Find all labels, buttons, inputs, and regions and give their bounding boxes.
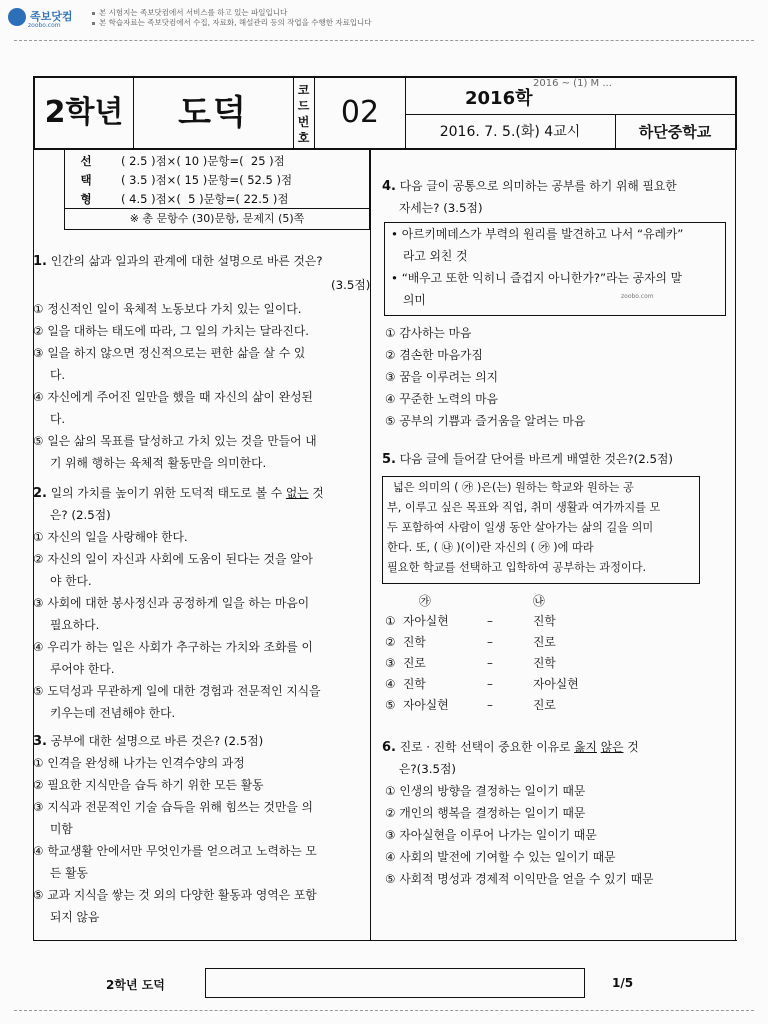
- question-stem-continued: 은? (2.5점): [50, 508, 111, 522]
- option: ④ 학교생활 안에서만 무엇인가를 얻으려고 노력하는 모: [33, 844, 317, 858]
- option: ③ 꿈을 이루려는 의지: [385, 370, 498, 384]
- page-border-bottom: [33, 940, 737, 941]
- page-number: 1/5: [612, 976, 634, 990]
- option: ③ 자아실현을 이루어 나가는 일이기 때문: [385, 828, 597, 842]
- column-divider: [370, 150, 371, 940]
- option: ⑤ 도덕성과 무관하게 일에 대한 경험과 전문적인 지식을: [33, 684, 321, 698]
- passage-line: 라고 외친 것: [403, 249, 468, 263]
- zoobo-logo: [8, 6, 73, 32]
- option-number: ①: [385, 614, 396, 628]
- option-b: 진로: [533, 635, 556, 649]
- question-stem: 것: [623, 740, 639, 754]
- option: ② 필요한 지식만을 습득 하기 위한 모든 활동: [33, 778, 264, 792]
- notice-line-1: 본 시험지는 족보닷컴에서 서비스를 하고 있는 파일입니다: [99, 8, 288, 17]
- passage-line: 의미: [403, 293, 426, 307]
- total-questions: ※ 총 문항수 (30)문항, 문제지 (5)쪽: [65, 208, 369, 229]
- question-number: 5.: [382, 452, 396, 467]
- exam-header: [33, 76, 737, 150]
- score-line: ( 4.5 )점×( 5 )문항=( 22.5 )점: [121, 192, 289, 206]
- subject-label: 도덕: [133, 78, 294, 148]
- column-header-b: ㉯: [533, 594, 545, 608]
- option: ④ 꾸준한 노력의 마음: [385, 392, 498, 406]
- question-stem: 다음 글에 들어갈 단어를 바르게 배열한 것은?(2.5점): [399, 452, 673, 466]
- year-row: [405, 78, 735, 115]
- option: ② 겸손한 마음가짐: [385, 348, 483, 362]
- emphasis-text: 없는: [285, 486, 309, 500]
- option-continued: 다.: [50, 412, 66, 426]
- passage-line: 두 포함하여 사람이 일생 동안 살아가는 삶의 길을 의미: [387, 521, 654, 534]
- option-continued: 야 한다.: [50, 574, 92, 588]
- logo-url: zoobo.com: [28, 22, 61, 29]
- passage-line: • “배우고 또한 익히니 즐겁지 아니한가?”라는 공자의 말: [391, 271, 683, 285]
- option: ⑤ 교과 지식을 쌓는 것 외의 다양한 활동과 영역은 포함: [33, 888, 317, 902]
- option: ⑤ 사회적 명성과 경제적 이익만을 얻을 수 있기 때문: [385, 872, 654, 886]
- option-dash: –: [487, 698, 493, 712]
- option-b: 진로: [533, 698, 556, 712]
- question-stem: 진로 · 진학 선택이 중요한 이유로: [399, 740, 575, 754]
- option-a: 진학: [403, 635, 426, 649]
- option-continued: 필요하다.: [50, 618, 100, 632]
- option: ① 자신의 일을 사랑해야 한다.: [33, 530, 188, 544]
- answer-table: [385, 590, 730, 720]
- option-continued: 되지 않음: [50, 910, 100, 924]
- option: ② 개인의 행복을 결정하는 일이기 때문: [385, 806, 586, 820]
- passage-watermark: zoobo.com: [621, 293, 654, 300]
- option-number: ⑤: [385, 698, 396, 712]
- emphasis-text: 옳지: [574, 740, 597, 754]
- bottom-cut-line: [14, 1010, 754, 1011]
- option: ⑤ 공부의 기쁨과 즐거움을 알려는 마음: [385, 414, 586, 428]
- question-stem-continued: 은?(3.5점): [399, 762, 457, 776]
- option: ④ 우리가 하는 일은 사회가 추구하는 가치와 조화를 이: [33, 640, 313, 654]
- score-line: ( 2.5 )점×( 10 )문항=( 25 )점: [121, 154, 285, 168]
- question-number: 3.: [33, 734, 47, 749]
- footer-subject: 2학년 도덕: [106, 978, 165, 992]
- emphasis-text: 않은: [600, 740, 624, 754]
- option-number: ③: [385, 656, 396, 670]
- passage-line: 부, 이루고 싶은 목표와 직업, 취미 생활과 여가까지를 모: [387, 501, 661, 514]
- option-continued: 기 위해 행하는 육체적 활동만을 의미한다.: [50, 456, 267, 470]
- option-a: 자아실현: [403, 614, 449, 628]
- question-number: 4.: [382, 179, 396, 194]
- bullet-icon: [92, 12, 95, 15]
- option-dash: –: [487, 635, 493, 649]
- option: ① 감사하는 마음: [385, 326, 472, 340]
- top-cut-line: [14, 40, 754, 41]
- option: ③ 지식과 전문적인 기술 습득을 위해 힘쓰는 것만을 의: [33, 800, 313, 814]
- code-label-char: 코: [297, 83, 310, 97]
- option: ② 일을 대하는 태도에 따라, 그 일의 가치는 달라진다.: [33, 324, 309, 338]
- type-char: 형: [80, 192, 92, 206]
- school-year: 2016학: [465, 88, 533, 109]
- option-a: 진로: [403, 656, 426, 670]
- option: ② 자신의 일이 자신과 사회에 도움이 된다는 것을 알아: [33, 552, 313, 566]
- option: ① 정신적인 일이 육체적 노동보다 가치 있는 일이다.: [33, 302, 302, 316]
- question-type-label: [79, 152, 93, 209]
- question-stem: 공부에 대한 설명으로 바른 것은? (2.5점): [50, 734, 264, 748]
- footer-name-box: [205, 968, 585, 998]
- option-dash: –: [487, 614, 493, 628]
- option-b: 진학: [533, 614, 556, 628]
- logo-mark-icon: [8, 8, 26, 26]
- option-continued: 키우는데 전념해야 한다.: [50, 706, 176, 720]
- bullet-icon: [92, 22, 95, 25]
- option: ③ 사회에 대한 봉사정신과 공정하게 일을 하는 마음이: [33, 596, 310, 610]
- grade-label: 2학년: [35, 78, 134, 148]
- option-continued: 루어야 한다.: [50, 662, 115, 676]
- question-number: 1.: [33, 254, 47, 269]
- code-label-char: 번: [297, 115, 310, 129]
- passage-line: 필요한 학교를 선택하고 입학하여 공부하는 과정이다.: [387, 561, 647, 574]
- option: ⑤ 일은 삶의 목표를 달성하고 가치 있는 것을 만들어 내: [33, 434, 317, 448]
- score-line: ( 3.5 )점×( 15 )문항=( 52.5 )점: [121, 173, 293, 187]
- code-number: 02: [315, 78, 406, 148]
- logo-text: 족보닷컴: [30, 10, 73, 23]
- score-table: [64, 150, 370, 230]
- question-number: 6.: [382, 740, 396, 755]
- notice-line-2: 본 학습자료는 족보닷컴에서 수집, 자료화, 해설관리 등의 작업을 수행한 자료입니다: [99, 18, 372, 27]
- option-continued: 미함: [50, 822, 73, 836]
- option: ① 인생의 방향을 결정하는 일이기 때문: [385, 784, 586, 798]
- code-label: [293, 78, 315, 148]
- column-header-a: ㉮: [419, 594, 431, 608]
- type-char: 택: [80, 173, 92, 187]
- passage-line: 한다. 또, ( ㉯ )(이)란 자신의 ( ㉮ )에 따라: [387, 541, 594, 554]
- option: ③ 일을 하지 않으면 정신적으로는 편한 삶을 살 수 있: [33, 346, 306, 360]
- option-dash: –: [487, 656, 493, 670]
- passage-box: [384, 222, 726, 316]
- option: ④ 자신에게 주어진 일만을 했을 때 자신의 삶이 완성된: [33, 390, 313, 404]
- option-continued: 든 활동: [50, 866, 88, 880]
- option-continued: 다.: [50, 368, 66, 382]
- option-b: 진학: [533, 656, 556, 670]
- question-stem: 인간의 삶과 일과의 관계에 대한 설명으로 바른 것은?: [50, 254, 323, 268]
- option: ④ 사회의 발전에 기여할 수 있는 일이기 때문: [385, 850, 616, 864]
- option-dash: –: [487, 677, 493, 691]
- code-label-char: 호: [297, 131, 310, 145]
- question-points: (3.5점): [331, 278, 371, 292]
- question-stem: 것: [308, 486, 324, 500]
- question-number: 2.: [33, 486, 47, 501]
- option-number: ②: [385, 635, 396, 649]
- question-stem-continued: 자세는? (3.5점): [399, 201, 483, 215]
- type-char: 선: [80, 154, 92, 168]
- option: ① 인격을 완성해 나가는 인격수양의 과정: [33, 756, 245, 770]
- handwritten-note: 2016 ~ (1) M ...: [533, 78, 612, 89]
- page-border-right: [735, 150, 736, 940]
- passage-box: [382, 476, 700, 584]
- option-b: 자아실현: [533, 677, 579, 691]
- watermark-notice: [92, 8, 372, 28]
- passage-line: 넓은 의미의 ( ㉮ )은(는) 원하는 학교와 원하는 공: [393, 481, 634, 494]
- option-a: 자아실현: [403, 698, 449, 712]
- exam-date: 2016. 7. 5.(화) 4교시: [405, 114, 616, 148]
- passage-line: • 아르키메데스가 부력의 원리를 발견하고 나서 “유레카”: [391, 227, 684, 241]
- school-name: 하단중학교: [638, 123, 712, 141]
- question-stem: 일의 가치를 높이기 위한 도덕적 태도로 볼 수: [50, 486, 286, 500]
- code-label-char: 드: [297, 99, 310, 113]
- option-number: ④: [385, 677, 396, 691]
- question-stem: 다음 글이 공통으로 의미하는 공부를 하기 위해 필요한: [399, 179, 677, 193]
- option-a: 진학: [403, 677, 426, 691]
